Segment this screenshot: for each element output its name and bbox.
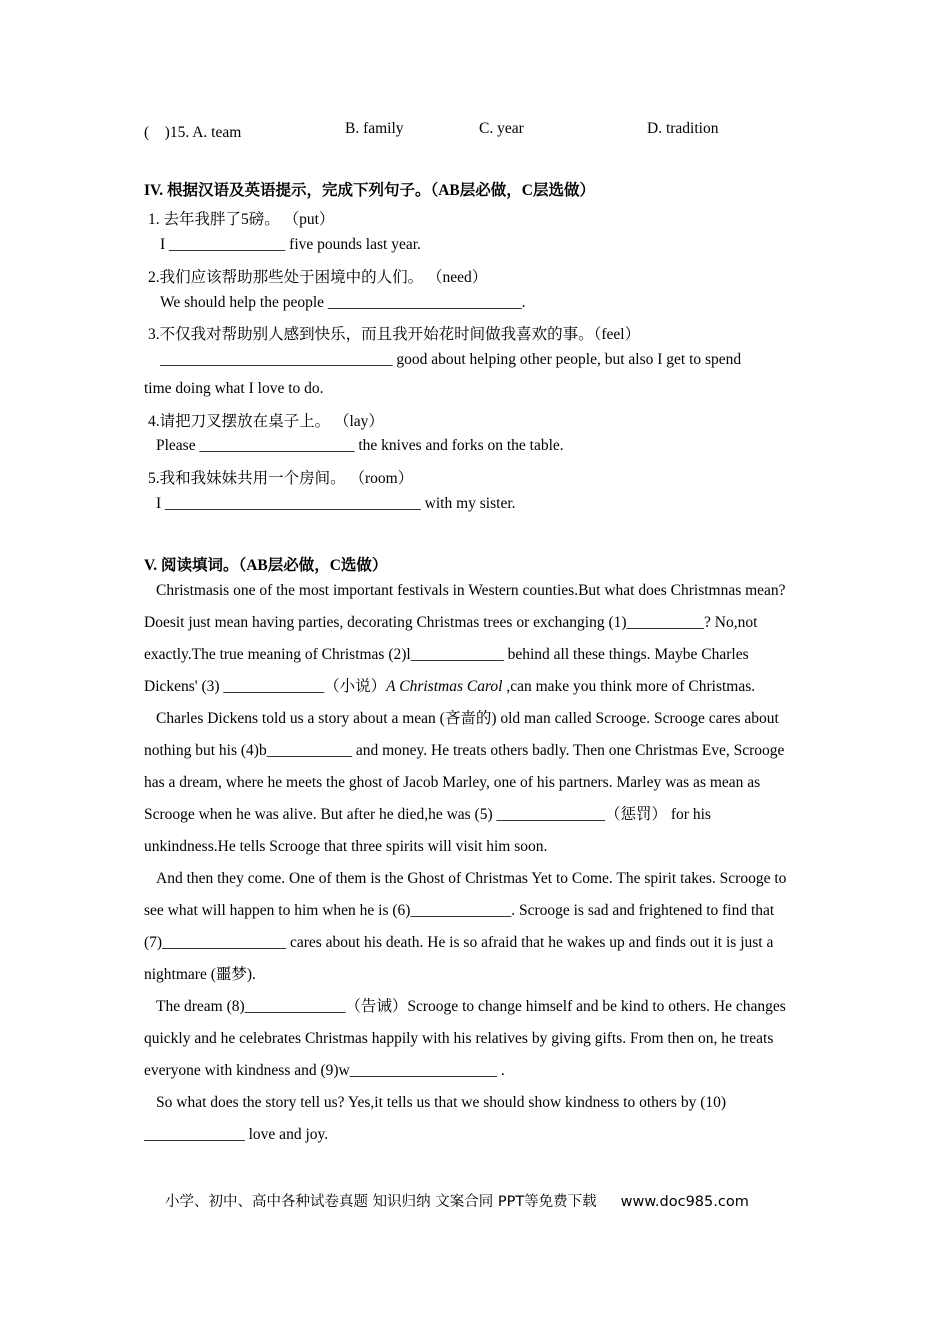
footer-text: 小学、初中、高中各种试卷真题 知识归纳 文案合同 PPT等免费下载 <box>165 1194 597 1210</box>
s4-item-5-cn: 5.我和我妹妹共用一个房间。 （room） <box>148 470 414 487</box>
reading-passage <box>144 575 806 1151</box>
s4-item-5-en: I _________________________________ with my sister. <box>156 495 516 512</box>
s4-item-3-en-cont: time doing what I love to do. <box>144 380 324 397</box>
passage-paragraph-4: The dream (8)_____________（告诫）Scrooge to change himself and be kind to others. He changes quickly and he celebrates Christmas happily with his relatives by giving gifts. From then on, he treats everyone with kindness and (9)w___________________ . <box>144 998 786 1079</box>
section-5-heading: V. 阅读填词。（AB层必做，C选做） <box>144 557 388 574</box>
footer <box>165 1190 749 1211</box>
footer-url[interactable]: www.doc985.com <box>620 1194 749 1210</box>
q15-option-c: C. year <box>479 120 524 137</box>
q15-option-d: D. tradition <box>647 120 719 137</box>
q15-stem: ( )15. A. team <box>144 124 242 141</box>
s4-item-4-en: Please ____________________ the knives and forks on the table. <box>156 437 564 454</box>
q15-option-b: B. family <box>345 120 404 137</box>
s4-item-1-en: I _______________ five pounds last year. <box>160 236 421 253</box>
s4-item-1-cn: 1. 去年我胖了5磅。 （put） <box>148 211 335 228</box>
question-15 <box>0 120 950 140</box>
passage-paragraph-2: Charles Dickens told us a story about a mean (吝啬的) old man called Scrooge. Scrooge cares about nothing but his (4)b___________ and money. He treats others badly. Then one Christmas Eve, Scrooge has a dream, where he meets the ghost of Jacob Marley, one of his partners. Marley was as mean as Scrooge when he was alive. But after he died,he was (5) ______________（惩罚） for his unkindness.He tells Scrooge that three spirits will visit him soon. <box>144 710 785 855</box>
s4-item-2-cn: 2.我们应该帮助那些处于困境中的人们。 （need） <box>148 269 488 286</box>
s4-item-3-cn: 3.不仅我对帮助别人感到快乐，而且我开始花时间做我喜欢的事。（feel） <box>148 326 641 343</box>
section-4-heading: IV. 根据汉语及英语提示，完成下列句子。（AB层必做，C层选做） <box>144 182 595 199</box>
s4-item-3-en: ______________________________ good about helping other people, but also I get to spend <box>160 351 742 368</box>
passage-paragraph-1 <box>144 575 806 703</box>
s4-item-4-cn: 4.请把刀叉摆放在桌子上。 （lay） <box>148 413 384 430</box>
passage-p1-end: ,can make you think more of Christmas. <box>502 678 756 695</box>
passage-paragraph-3: And then they come. One of them is the Ghost of Christmas Yet to Come. The spirit takes. Scrooge to see what will happen to him when he is (6)_____________. Scrooge is sad and frightened to find that (7)________________ cares about his death. He is so afraid that he wakes up and finds out it is just a nightmare (噩梦). <box>144 870 787 983</box>
passage-p1-text: Christmasis one of the most important festivals in Western counties.But what does Christmnas mean? Doesit just mean having parties, decorating Christmas trees or exchanging (1)__________? No,not exactly.The true meaning of Christmas (2)l____________ behind all these things. Maybe Charles Dickens' (3) _____________（小说） <box>144 582 786 695</box>
s4-item-2-en: We should help the people _________________________. <box>160 294 526 311</box>
passage-paragraph-5: So what does the story tell us? Yes,it tells us that we should show kindness to others by (10) _____________ love and joy. <box>144 1094 727 1143</box>
book-title: A Christmas Carol <box>386 678 503 695</box>
